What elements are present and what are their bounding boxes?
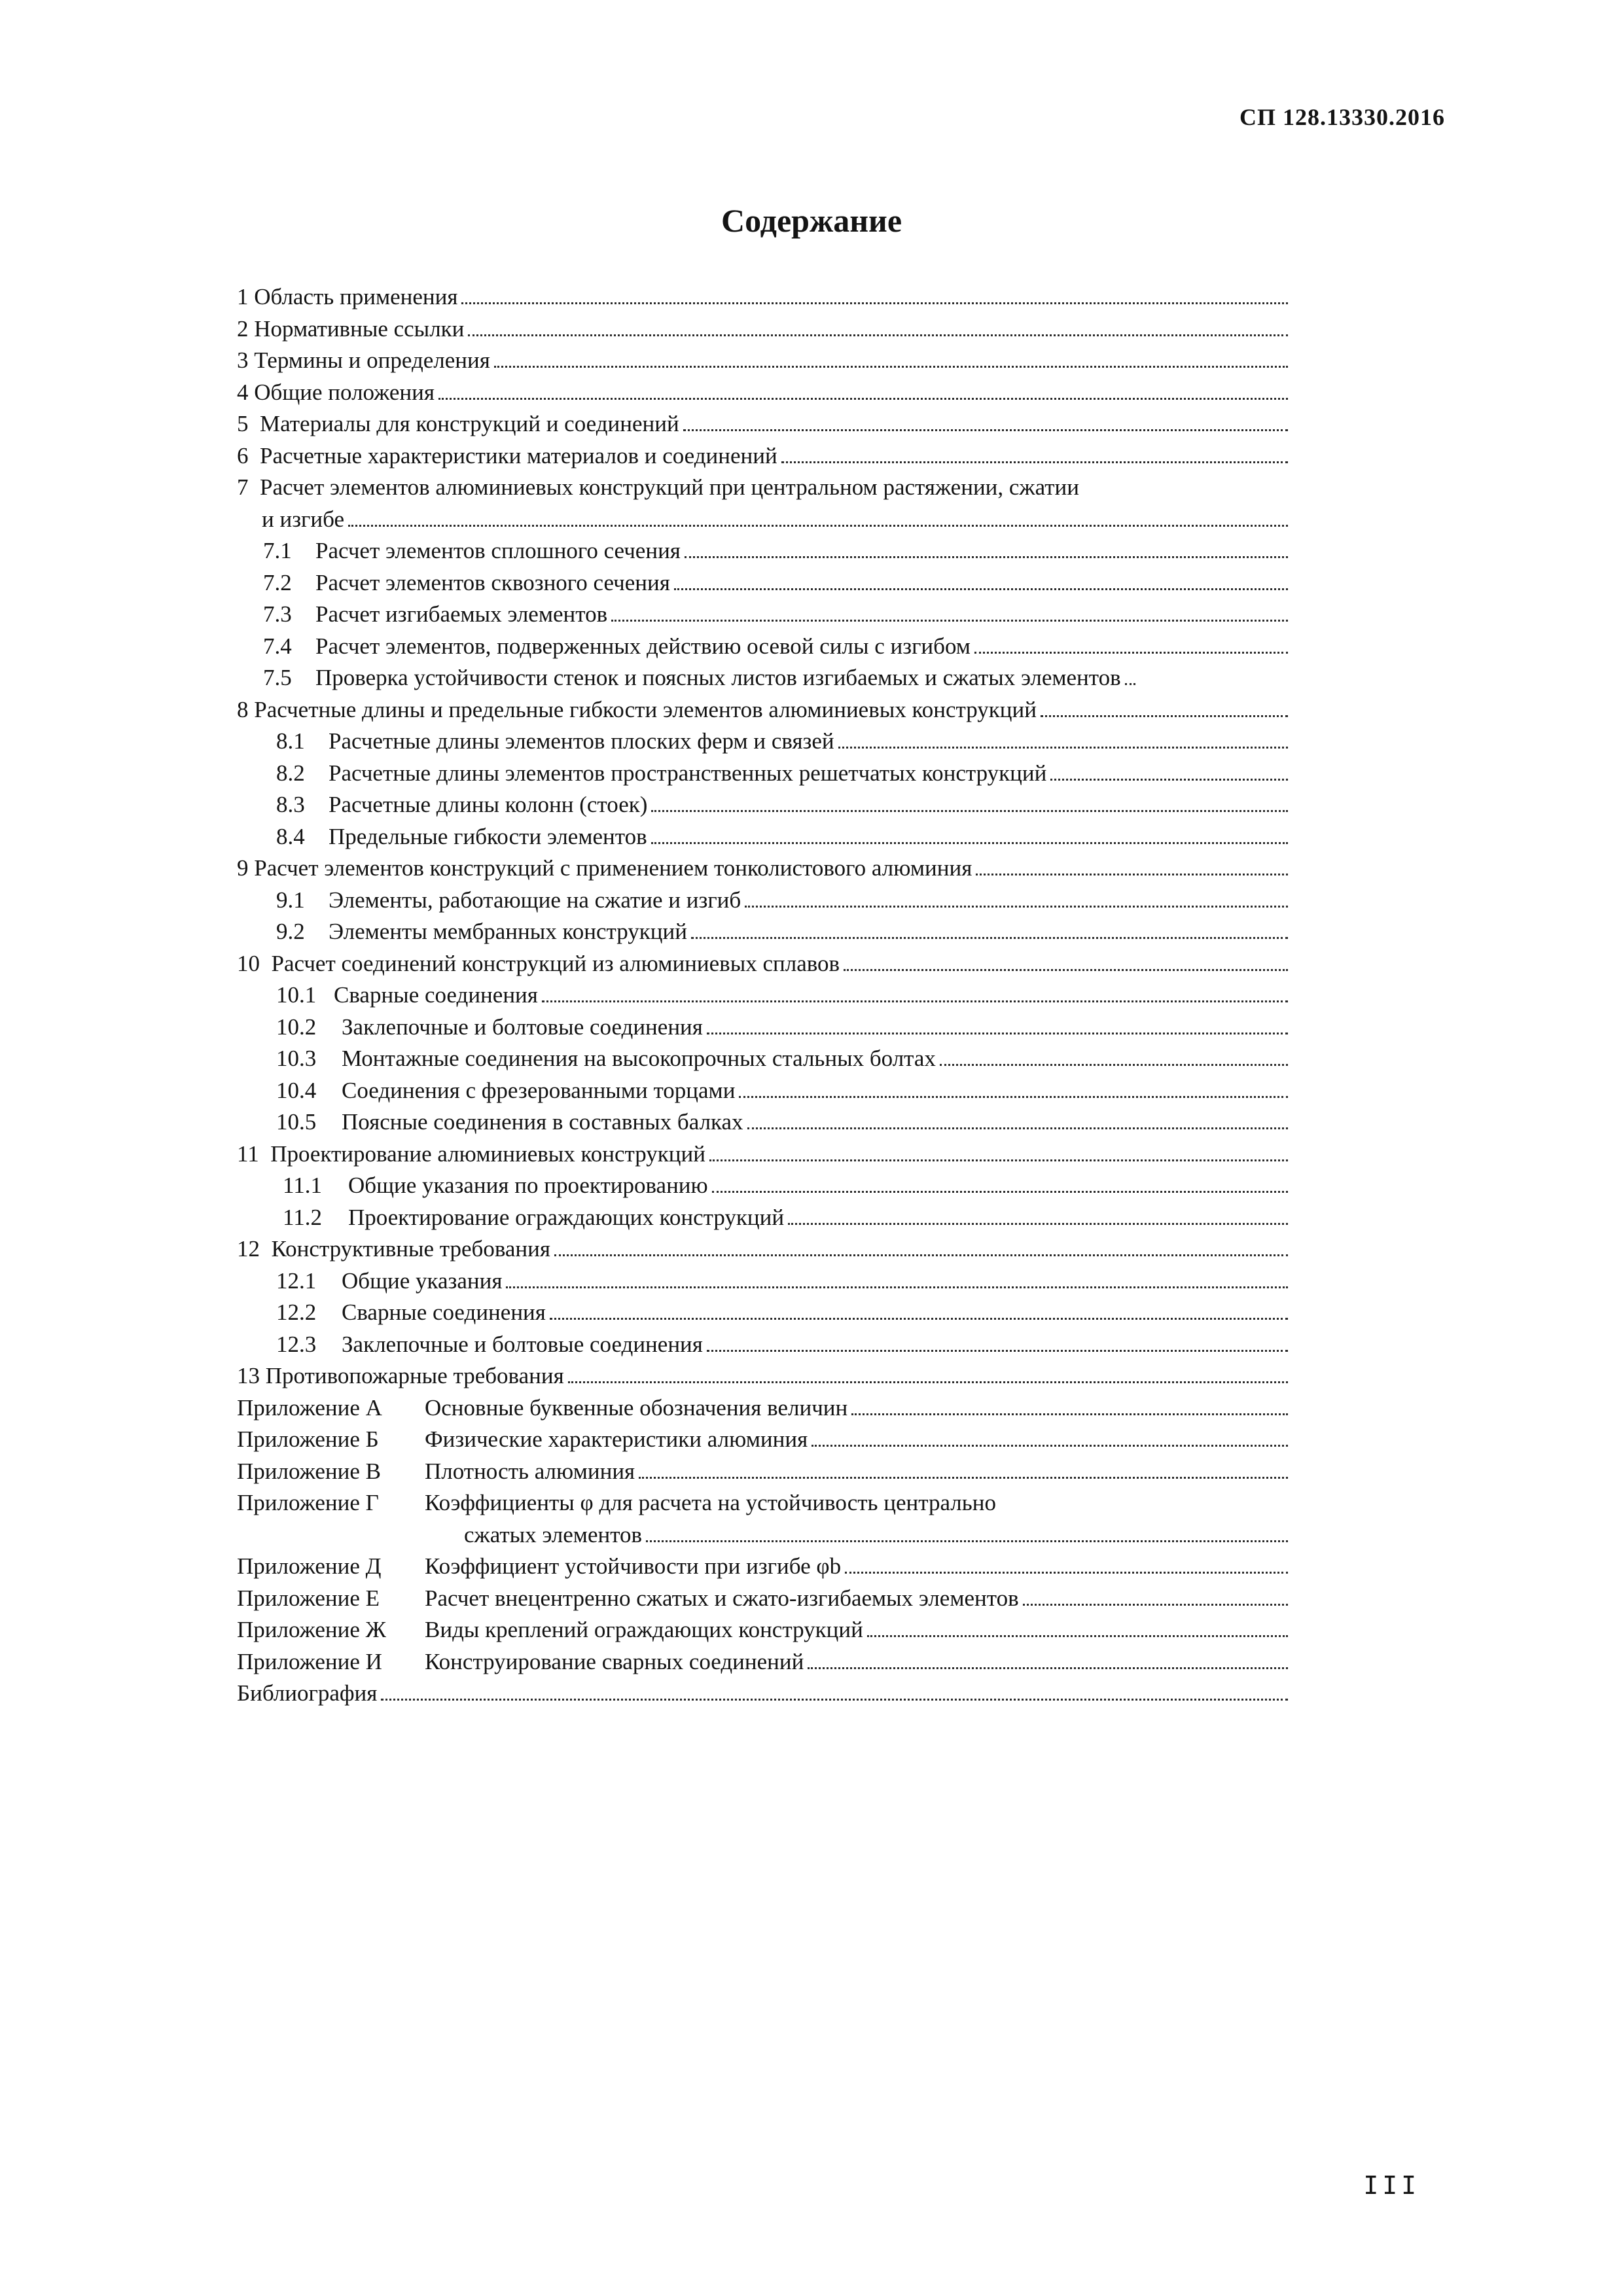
toc-appendix[interactable]: Приложение Б Физические характеристики алюминия [237,1424,1291,1456]
toc-subentry[interactable]: 11.2 Проектирование ограждающих конструкций [237,1202,1291,1234]
toc-entry[interactable]: 8 Расчетные длины и предельные гибкости элементов алюминиевых конструкций [237,694,1291,726]
toc-entry[interactable]: 7 Расчет элементов алюминиевых конструкций при центральном растяжении, сжатии [237,474,1080,500]
toc-entry[interactable]: 5 Материалы для конструкций и соединений [237,408,1291,440]
toc-subentry[interactable]: 9.1 Элементы, работающие на сжатие и изгиб [237,885,1291,917]
toc-subentry[interactable]: 10.2 Заклепочные и болтовые соединения [237,1012,1291,1044]
toc-subentry[interactable]: 10.1 Сварные соединения [237,980,1291,1012]
toc-appendix[interactable]: Приложение Ж Виды креплений ограждающих конструкций [237,1614,1291,1646]
table-of-contents [237,281,1291,1710]
toc-subentry[interactable]: 12.2 Сварные соединения [237,1297,1291,1329]
toc-subentry[interactable]: 10.4 Соединения с фрезерованными торцами [237,1075,1291,1107]
toc-subentry[interactable]: 9.2 Элементы мембранных конструкций [237,916,1291,948]
toc-subentry[interactable]: 7.2 Расчет элементов сквозного сечения [237,567,1291,599]
toc-entry[interactable]: 13 Противопожарные требования [237,1360,1291,1392]
toc-subentry[interactable]: 7.1 Расчет элементов сплошного сечения [237,535,1291,567]
toc-subentry[interactable]: 8.4 Предельные гибкости элементов [237,821,1291,853]
toc-entry[interactable]: 12 Конструктивные требования [237,1233,1291,1265]
toc-subentry[interactable]: 12.3 Заклепочные и болтовые соединения [237,1329,1291,1361]
toc-appendix[interactable]: Приложение И Конструирование сварных соединений [237,1646,1291,1678]
toc-appendix[interactable]: Приложение Е Расчет внецентренно сжатых и сжато-изгибаемых элементов [237,1583,1291,1615]
document-code: СП 128.13330.2016 [1240,104,1445,130]
toc-entry[interactable]: 10 Расчет соединений конструкций из алюминиевых сплавов [237,948,1291,980]
toc-bibliography[interactable]: Библиография [237,1678,1291,1710]
toc-entry[interactable]: 2 Нормативные ссылки [237,313,1291,345]
toc-subentry[interactable]: 7.5 Проверка устойчивости стенок и поясных листов изгибаемых и сжатых элементов [237,662,1291,694]
toc-entry-continuation[interactable]: и изгибе [237,504,1291,536]
toc-subentry[interactable]: 8.1 Расчетные длины элементов плоских ферм и связей [237,726,1291,758]
toc-subentry[interactable]: 12.1 Общие указания [237,1265,1291,1298]
toc-entry[interactable]: 9 Расчет элементов конструкций с применением тонколистового алюминия [237,853,1291,885]
toc-subentry[interactable]: 8.2 Расчетные длины элементов пространственных решетчатых конструкций [237,758,1291,790]
toc-entry-continuation[interactable]: сжатых элементов [237,1519,1291,1551]
toc-subentry[interactable]: 7.3 Расчет изгибаемых элементов [237,599,1291,631]
toc-subentry[interactable]: 10.5 Поясные соединения в составных балках [237,1106,1291,1139]
toc-entry[interactable]: 6 Расчетные характеристики материалов и соединений [237,440,1291,472]
toc-appendix[interactable]: Приложение Д Коэффициент устойчивости при изгибе φb [237,1551,1291,1583]
toc-subentry[interactable]: 8.3 Расчетные длины колонн (стоек) [237,789,1291,821]
toc-entry[interactable]: 1 Область применения [237,281,1291,313]
toc-subentry[interactable]: 7.4 Расчет элементов, подверженных действию осевой силы с изгибом [237,631,1291,663]
toc-appendix[interactable]: Приложение Г Коэффициенты φ для расчета на устойчивость центрально [237,1490,996,1515]
toc-subentry[interactable]: 10.3 Монтажные соединения на высокопрочных стальных болтах [237,1043,1291,1075]
toc-entry[interactable]: 4 Общие положения [237,377,1291,409]
toc-subentry[interactable]: 11.1 Общие указания по проектированию [237,1170,1291,1202]
page-title: Содержание [721,202,902,239]
toc-appendix[interactable]: Приложение В Плотность алюминия [237,1456,1291,1488]
toc-entry[interactable]: 11 Проектирование алюминиевых конструкций [237,1139,1291,1171]
toc-entry[interactable]: 3 Термины и определения [237,345,1291,377]
page-number: III [1363,2171,1420,2200]
toc-appendix[interactable]: Приложение А Основные буквенные обозначения величин [237,1392,1291,1424]
